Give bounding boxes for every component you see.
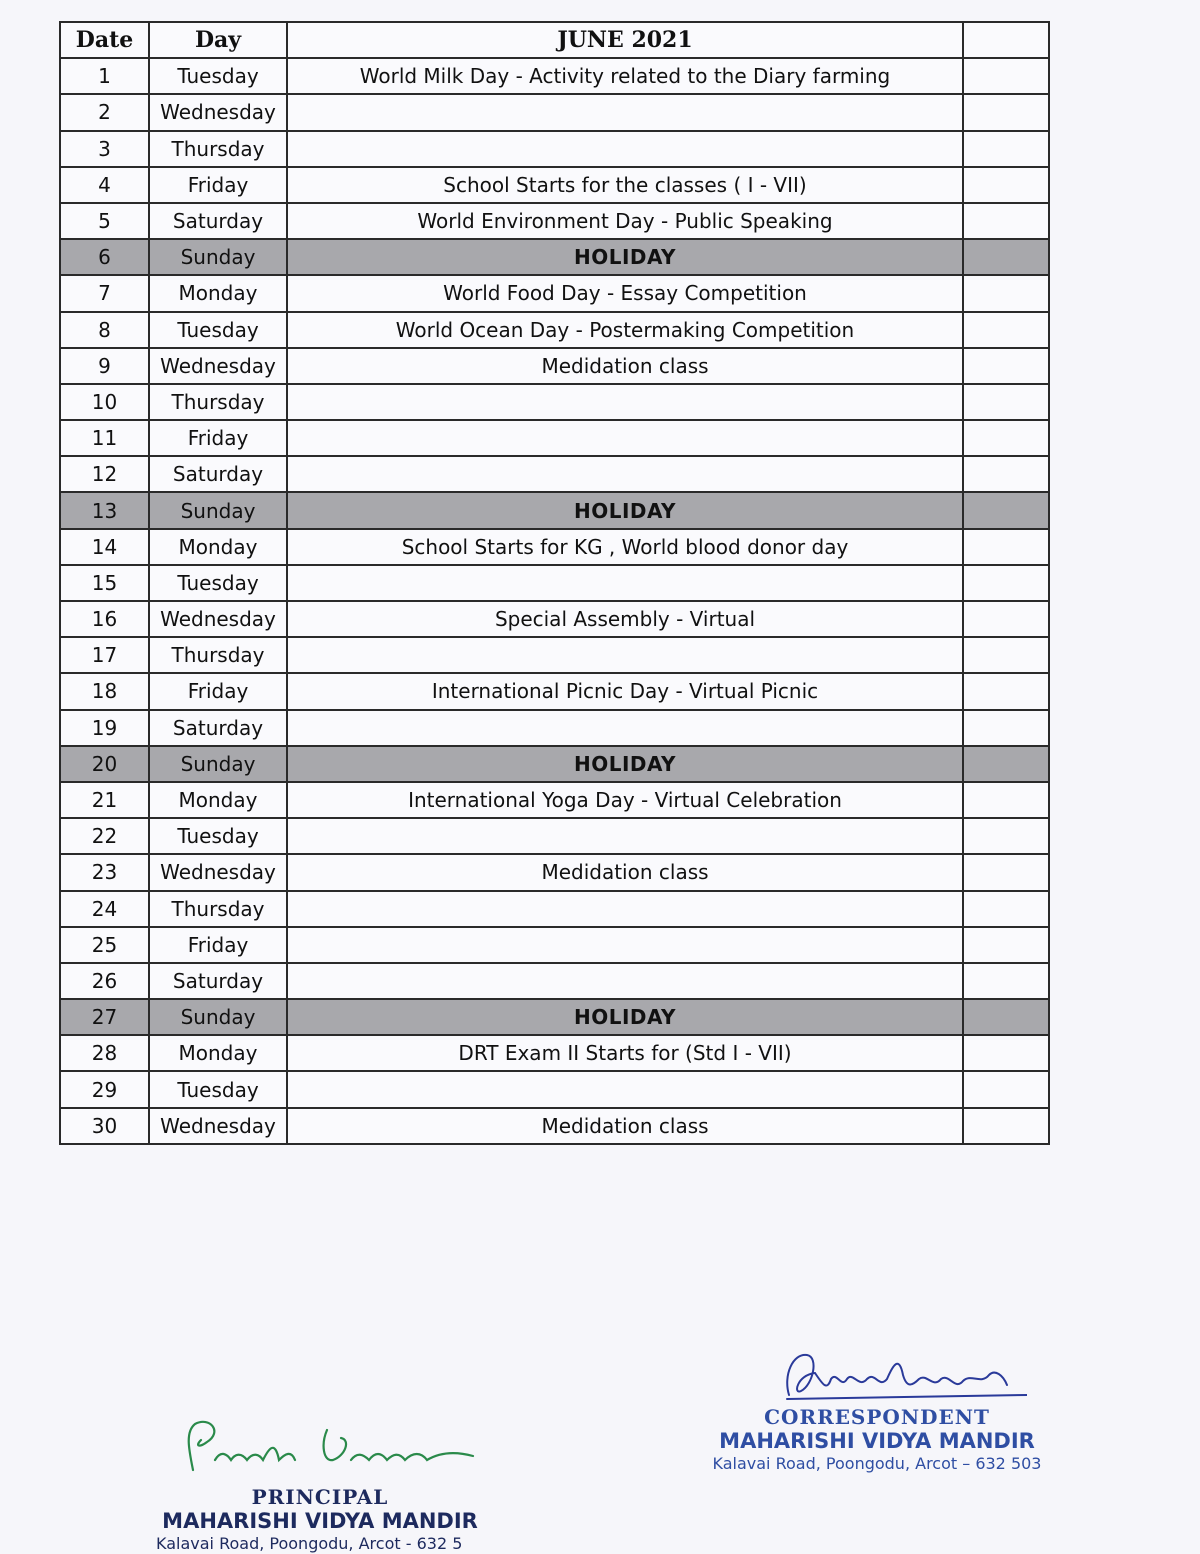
- table-row: [60, 529, 1049, 565]
- event-cell: [287, 891, 963, 927]
- event-cell: Medidation class: [287, 1108, 963, 1144]
- date-cell: 17: [60, 637, 149, 673]
- correspondent-address: Kalavai Road, Poongodu, Arcot – 632 503: [712, 1454, 1042, 1473]
- day-cell: Sunday: [149, 746, 287, 782]
- event-cell: World Food Day - Essay Competition: [287, 275, 963, 311]
- day-cell: Thursday: [149, 131, 287, 167]
- extra-cell: [963, 492, 1049, 528]
- extra-cell: [963, 420, 1049, 456]
- header-extra: [963, 22, 1049, 58]
- table-row: [60, 1108, 1049, 1144]
- day-cell: Monday: [149, 1035, 287, 1071]
- event-cell: Medidation class: [287, 348, 963, 384]
- table-row: [60, 94, 1049, 130]
- date-cell: 5: [60, 203, 149, 239]
- table-row: [60, 312, 1049, 348]
- header-row: [60, 22, 1049, 58]
- table-row: [60, 854, 1049, 890]
- day-cell: Wednesday: [149, 1108, 287, 1144]
- table-row: [60, 601, 1049, 637]
- date-cell: 20: [60, 746, 149, 782]
- table-row: [60, 1035, 1049, 1071]
- table-row: [60, 1071, 1049, 1107]
- day-cell: Saturday: [149, 963, 287, 999]
- date-cell: 27: [60, 999, 149, 1035]
- date-cell: 12: [60, 456, 149, 492]
- event-cell: International Picnic Day - Virtual Picnic: [287, 673, 963, 709]
- date-cell: 7: [60, 275, 149, 311]
- day-cell: Wednesday: [149, 601, 287, 637]
- event-cell: [287, 131, 963, 167]
- day-cell: Thursday: [149, 891, 287, 927]
- date-cell: 8: [60, 312, 149, 348]
- day-cell: Saturday: [149, 456, 287, 492]
- extra-cell: [963, 891, 1049, 927]
- table-row: [60, 131, 1049, 167]
- day-cell: Wednesday: [149, 94, 287, 130]
- extra-cell: [963, 456, 1049, 492]
- date-cell: 28: [60, 1035, 149, 1071]
- header-month: JUNE 2021: [287, 22, 963, 58]
- date-cell: 1: [60, 58, 149, 94]
- table-row: [60, 782, 1049, 818]
- date-cell: 13: [60, 492, 149, 528]
- date-cell: 3: [60, 131, 149, 167]
- principal-title: PRINCIPAL: [251, 1485, 389, 1509]
- table-row: [60, 963, 1049, 999]
- date-cell: 6: [60, 239, 149, 275]
- principal-signature-block: [150, 1410, 490, 1554]
- table-row: [60, 384, 1049, 420]
- event-cell: School Starts for KG , World blood donor day: [287, 529, 963, 565]
- holiday-row: [60, 746, 1049, 782]
- event-cell: [287, 927, 963, 963]
- header-day: Day: [149, 22, 287, 58]
- date-cell: 15: [60, 565, 149, 601]
- event-cell: [287, 456, 963, 492]
- event-cell: HOLIDAY: [287, 239, 963, 275]
- day-cell: Thursday: [149, 384, 287, 420]
- principal-signature: [155, 1410, 485, 1485]
- table-row: [60, 927, 1049, 963]
- date-cell: 24: [60, 891, 149, 927]
- extra-cell: [963, 854, 1049, 890]
- holiday-row: [60, 999, 1049, 1035]
- extra-cell: [963, 601, 1049, 637]
- extra-cell: [963, 999, 1049, 1035]
- date-cell: 11: [60, 420, 149, 456]
- date-cell: 21: [60, 782, 149, 818]
- event-cell: [287, 1071, 963, 1107]
- day-cell: Saturday: [149, 203, 287, 239]
- extra-cell: [963, 637, 1049, 673]
- day-cell: Saturday: [149, 710, 287, 746]
- extra-cell: [963, 746, 1049, 782]
- event-cell: HOLIDAY: [287, 746, 963, 782]
- table-row: [60, 348, 1049, 384]
- extra-cell: [963, 203, 1049, 239]
- day-cell: Tuesday: [149, 565, 287, 601]
- date-cell: 26: [60, 963, 149, 999]
- principal-org: MAHARISHI VIDYA MANDIR: [162, 1509, 478, 1533]
- date-cell: 14: [60, 529, 149, 565]
- day-cell: Tuesday: [149, 818, 287, 854]
- table-row: [60, 673, 1049, 709]
- extra-cell: [963, 384, 1049, 420]
- extra-cell: [963, 565, 1049, 601]
- event-cell: World Ocean Day - Postermaking Competition: [287, 312, 963, 348]
- day-cell: Friday: [149, 927, 287, 963]
- day-cell: Friday: [149, 167, 287, 203]
- day-cell: Wednesday: [149, 854, 287, 890]
- principal-address: Kalavai Road, Poongodu, Arcot - 632 5: [156, 1534, 463, 1553]
- event-cell: [287, 818, 963, 854]
- correspondent-signature-block: [712, 1345, 1042, 1474]
- date-cell: 19: [60, 710, 149, 746]
- event-cell: World Milk Day - Activity related to the Diary farming: [287, 58, 963, 94]
- day-cell: Sunday: [149, 492, 287, 528]
- extra-cell: [963, 1108, 1049, 1144]
- table-row: [60, 637, 1049, 673]
- day-cell: Thursday: [149, 637, 287, 673]
- calendar-table: [59, 21, 1050, 1145]
- holiday-row: [60, 239, 1049, 275]
- event-cell: HOLIDAY: [287, 999, 963, 1035]
- event-cell: Special Assembly - Virtual: [287, 601, 963, 637]
- header-date: Date: [60, 22, 149, 58]
- table-row: [60, 891, 1049, 927]
- day-cell: Sunday: [149, 999, 287, 1035]
- date-cell: 4: [60, 167, 149, 203]
- extra-cell: [963, 673, 1049, 709]
- event-cell: International Yoga Day - Virtual Celebration: [287, 782, 963, 818]
- day-cell: Monday: [149, 275, 287, 311]
- date-cell: 18: [60, 673, 149, 709]
- table-row: [60, 167, 1049, 203]
- event-cell: Medidation class: [287, 854, 963, 890]
- event-cell: [287, 94, 963, 130]
- correspondent-org: MAHARISHI VIDYA MANDIR: [719, 1429, 1035, 1453]
- extra-cell: [963, 1071, 1049, 1107]
- day-cell: Tuesday: [149, 58, 287, 94]
- extra-cell: [963, 529, 1049, 565]
- day-cell: Friday: [149, 673, 287, 709]
- extra-cell: [963, 58, 1049, 94]
- date-cell: 16: [60, 601, 149, 637]
- extra-cell: [963, 239, 1049, 275]
- extra-cell: [963, 1035, 1049, 1071]
- table-row: [60, 710, 1049, 746]
- day-cell: Monday: [149, 529, 287, 565]
- event-cell: [287, 963, 963, 999]
- date-cell: 2: [60, 94, 149, 130]
- event-cell: [287, 565, 963, 601]
- event-cell: School Starts for the classes ( I - VII): [287, 167, 963, 203]
- date-cell: 25: [60, 927, 149, 963]
- date-cell: 23: [60, 854, 149, 890]
- extra-cell: [963, 131, 1049, 167]
- table-row: [60, 203, 1049, 239]
- extra-cell: [963, 927, 1049, 963]
- extra-cell: [963, 782, 1049, 818]
- event-cell: [287, 384, 963, 420]
- date-cell: 10: [60, 384, 149, 420]
- event-cell: DRT Exam II Starts for (Std I - VII): [287, 1035, 963, 1071]
- table-row: [60, 818, 1049, 854]
- holiday-row: [60, 492, 1049, 528]
- event-cell: World Environment Day - Public Speaking: [287, 203, 963, 239]
- event-cell: [287, 420, 963, 456]
- day-cell: Tuesday: [149, 312, 287, 348]
- correspondent-signature: [727, 1345, 1027, 1405]
- date-cell: 9: [60, 348, 149, 384]
- table-row: [60, 275, 1049, 311]
- event-cell: [287, 637, 963, 673]
- date-cell: 22: [60, 818, 149, 854]
- extra-cell: [963, 963, 1049, 999]
- day-cell: Friday: [149, 420, 287, 456]
- extra-cell: [963, 312, 1049, 348]
- day-cell: Monday: [149, 782, 287, 818]
- table-row: [60, 565, 1049, 601]
- event-cell: HOLIDAY: [287, 492, 963, 528]
- correspondent-title: CORRESPONDENT: [764, 1405, 990, 1429]
- calendar-body: [60, 58, 1049, 1144]
- day-cell: Wednesday: [149, 348, 287, 384]
- extra-cell: [963, 710, 1049, 746]
- extra-cell: [963, 818, 1049, 854]
- table-row: [60, 58, 1049, 94]
- extra-cell: [963, 348, 1049, 384]
- table-row: [60, 456, 1049, 492]
- date-cell: 30: [60, 1108, 149, 1144]
- extra-cell: [963, 275, 1049, 311]
- date-cell: 29: [60, 1071, 149, 1107]
- table-row: [60, 420, 1049, 456]
- extra-cell: [963, 94, 1049, 130]
- day-cell: Tuesday: [149, 1071, 287, 1107]
- event-cell: [287, 710, 963, 746]
- day-cell: Sunday: [149, 239, 287, 275]
- extra-cell: [963, 167, 1049, 203]
